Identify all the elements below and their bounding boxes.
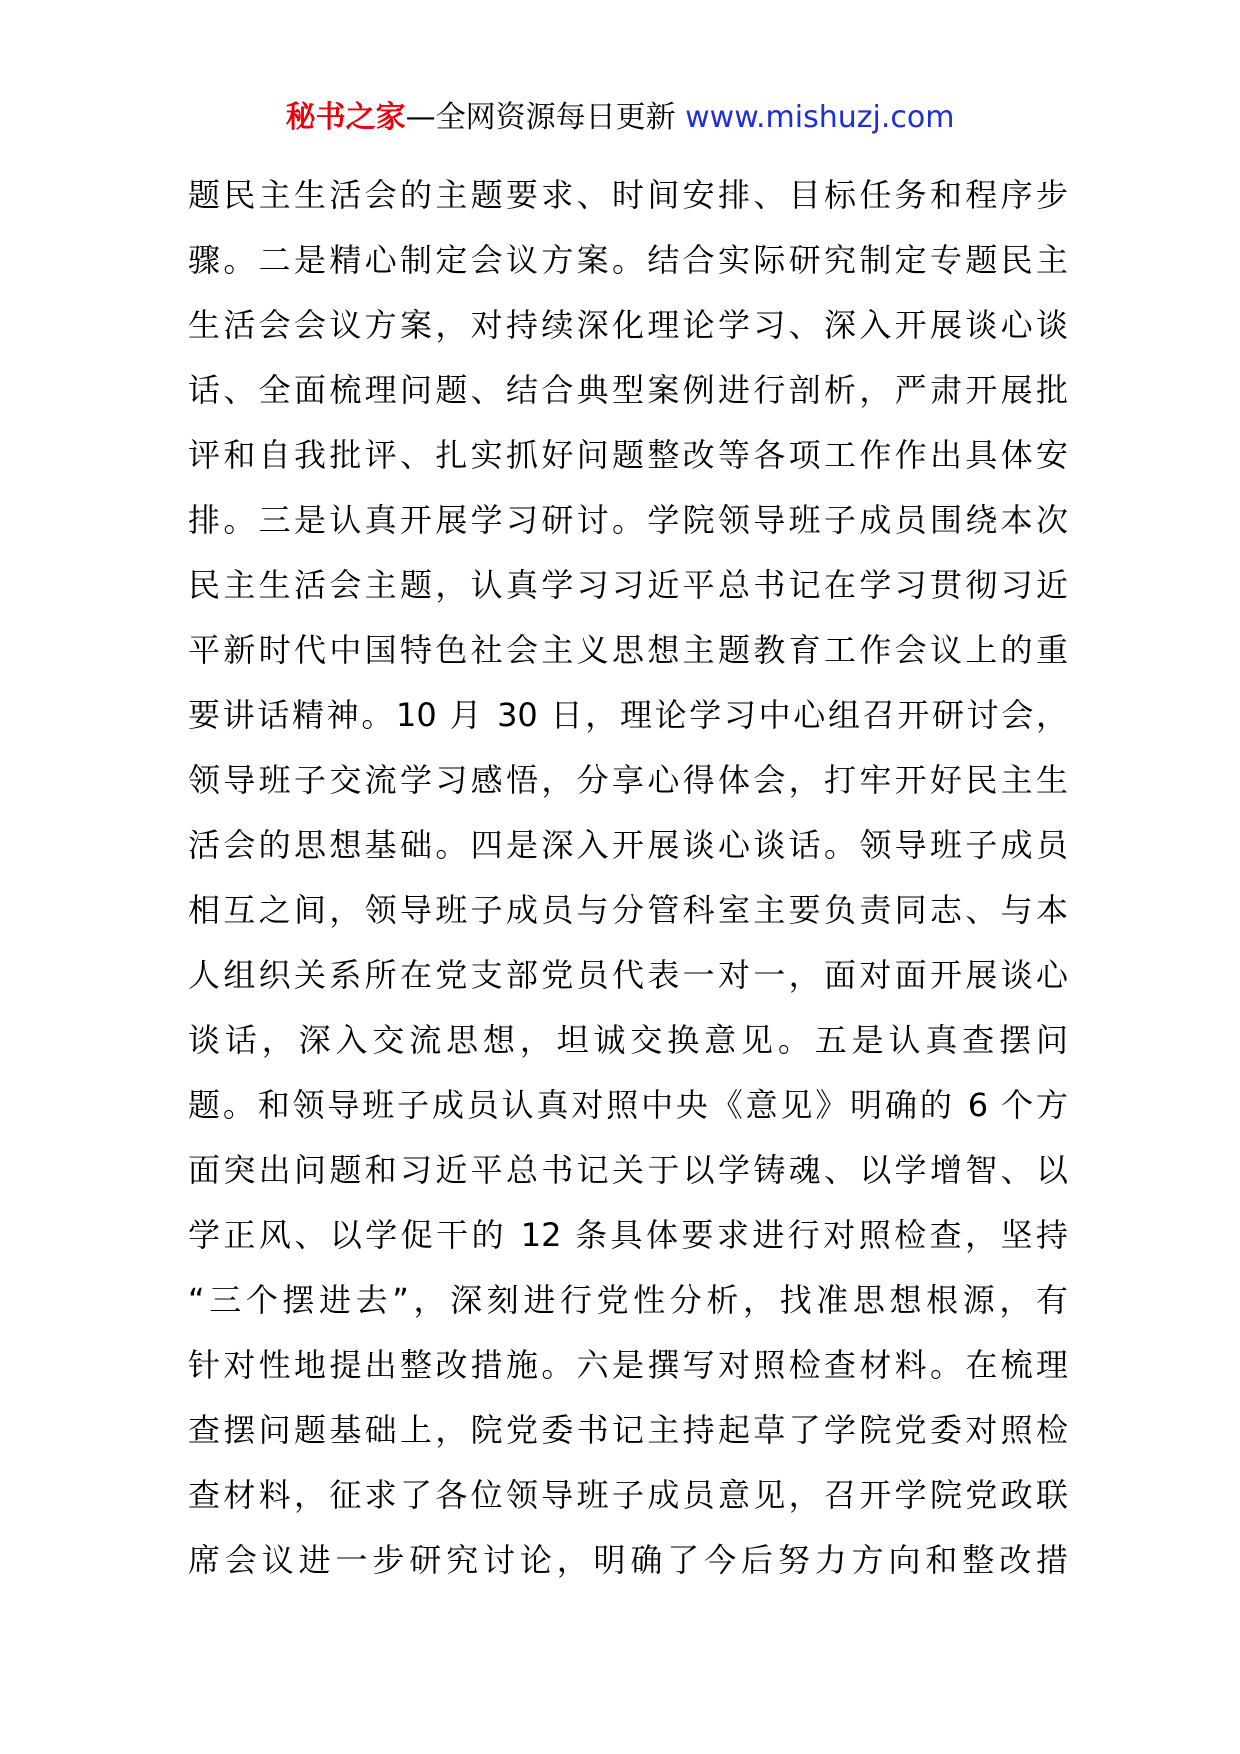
body-line: 平新时代中国特色社会主义思想主题教育工作会议上的重	[188, 631, 1068, 669]
header-url-link[interactable]: www.mishuzj.com	[685, 100, 955, 135]
body-line: 评和自我批评、扎实抓好问题整改等各项工作作出具体安	[188, 436, 1068, 474]
body-line: 生活会会议方案，对持续深化理论学习、深入开展谈心谈	[188, 306, 1068, 344]
body-line: 活会的思想基础。四是深入开展谈心谈话。领导班子成员	[188, 826, 1068, 864]
body-line: 排。三是认真开展学习研讨。学院领导班子成员围绕本次	[188, 501, 1068, 539]
body-line: 要讲话精神。10 月 30 日，理论学习中心组召开研讨会，	[188, 696, 1068, 734]
body-line: 查摆问题基础上，院党委书记主持起草了学院党委对照检	[188, 1411, 1068, 1449]
page-header	[0, 98, 1240, 138]
body-line: 题民主生活会的主题要求、时间安排、目标任务和程序步	[188, 176, 1068, 214]
header-tagline: —全网资源每日更新	[405, 100, 676, 135]
body-line: 学正风、以学促干的 12 条具体要求进行对照检查，坚持	[188, 1216, 1068, 1254]
body-line: 骤。二是精心制定会议方案。结合实际研究制定专题民主	[188, 241, 1068, 279]
body-line: 话、全面梳理问题、结合典型案例进行剖析，严肃开展批	[188, 371, 1068, 409]
body-line: 席会议进一步研究讨论，明确了今后努力方向和整改措	[188, 1541, 1068, 1579]
header-brand: 秘书之家	[285, 100, 406, 135]
body-line: 相互之间，领导班子成员与分管科室主要负责同志、与本	[188, 891, 1068, 929]
body-text	[188, 163, 1068, 1593]
body-line: 题。和领导班子成员认真对照中央《意见》明确的 6 个方	[188, 1086, 1068, 1124]
body-line: 谈话，深入交流思想，坦诚交换意见。五是认真查摆问	[188, 1021, 1068, 1059]
body-line: 民主生活会主题，认真学习习近平总书记在学习贯彻习近	[188, 566, 1068, 604]
body-line: 针对性地提出整改措施。六是撰写对照检查材料。在梳理	[188, 1346, 1068, 1384]
body-line: 领导班子交流学习感悟，分享心得体会，打牢开好民主生	[188, 761, 1068, 799]
body-line: 面突出问题和习近平总书记关于以学铸魂、以学增智、以	[188, 1151, 1068, 1189]
body-line: 人组织关系所在党支部党员代表一对一，面对面开展谈心	[188, 956, 1068, 994]
body-line: “三个摆进去”，深刻进行党性分析，找准思想根源，有	[188, 1281, 1068, 1319]
body-line: 查材料，征求了各位领导班子成员意见，召开学院党政联	[188, 1476, 1068, 1514]
